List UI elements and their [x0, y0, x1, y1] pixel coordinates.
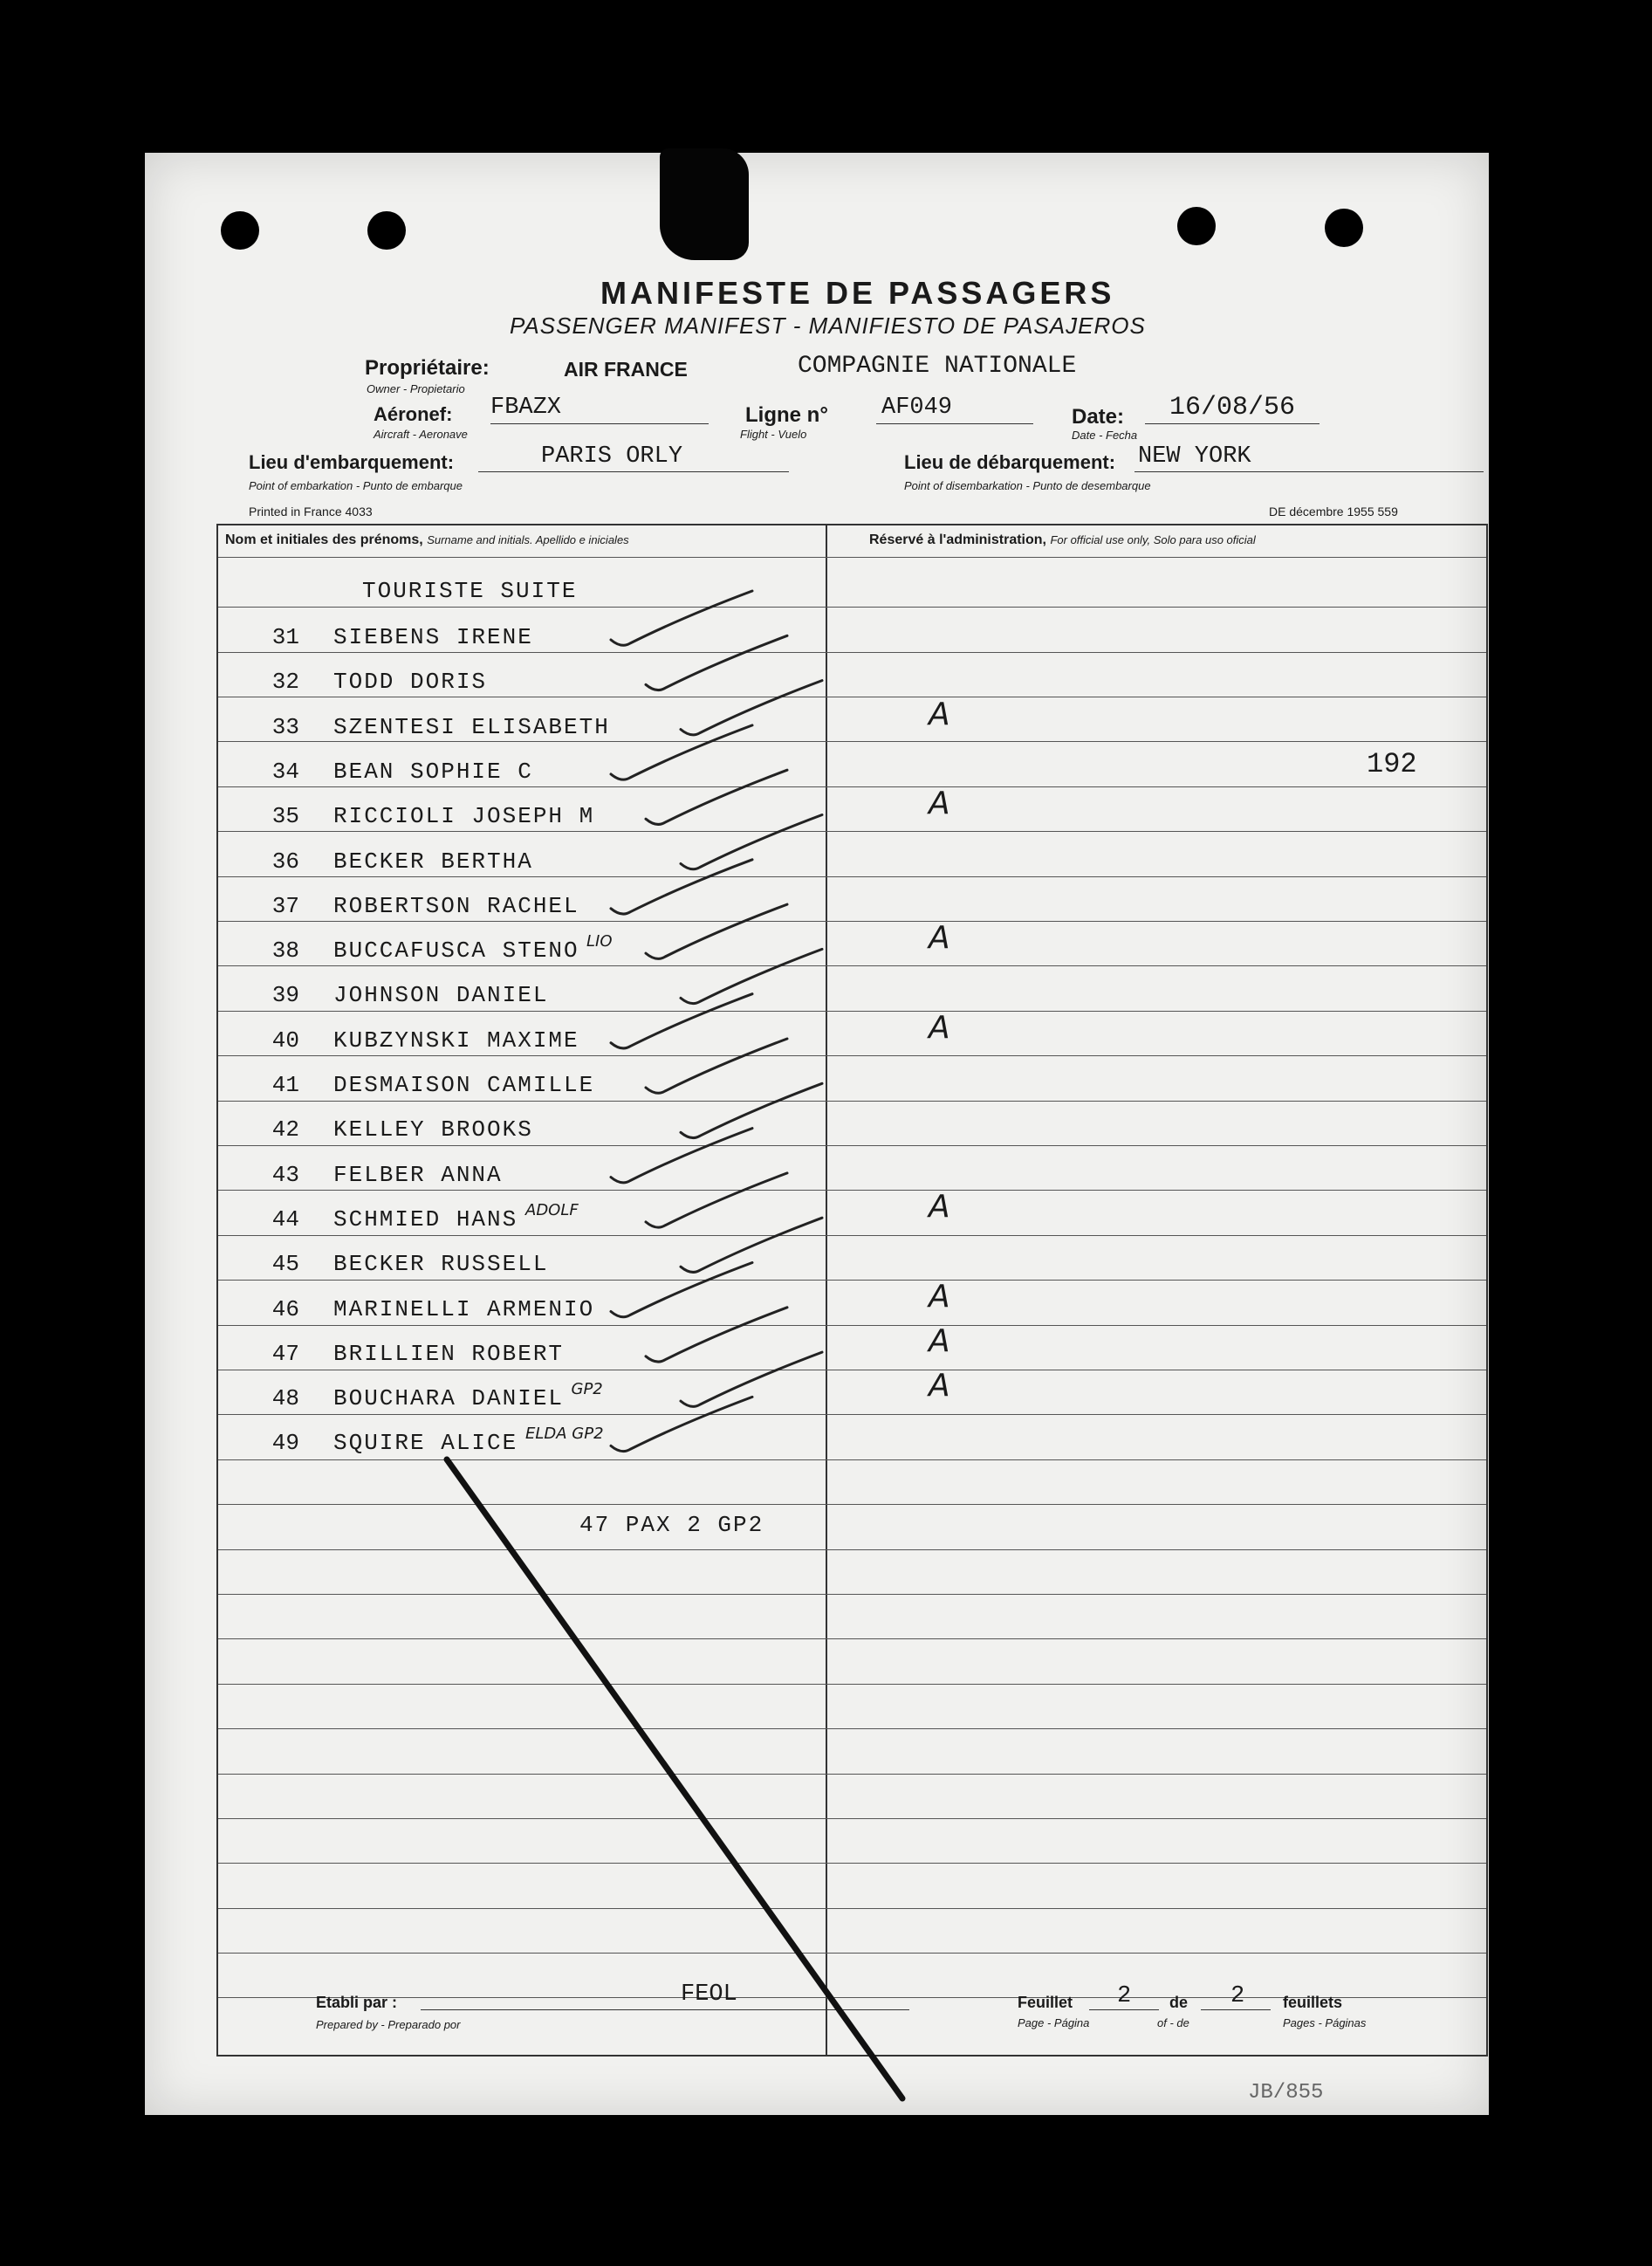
- check-mark: [646, 770, 787, 824]
- passenger-number: 33: [271, 713, 299, 740]
- sheet-value: 2: [1117, 1983, 1132, 2009]
- column-header-name-italic: Surname and initials. Apellido e iniciales: [427, 533, 629, 546]
- prepared-value: FEOL: [681, 1981, 737, 2008]
- embark-sublabel: Point of embarkation - Punto de embarque: [249, 479, 463, 492]
- check-mark: [611, 860, 752, 914]
- prepared-label: Etabli par :: [316, 1994, 398, 2011]
- admin-mark: A: [929, 1188, 950, 1225]
- aircraft-sublabel: Aircraft - Aeronave: [374, 428, 468, 441]
- disembark-label: Lieu de débarquement:: [904, 451, 1116, 473]
- sheet-sublabel: Page - Página: [1018, 2016, 1090, 2029]
- passenger-name: SZENTESI ELISABETH: [333, 713, 610, 740]
- passenger-number: 34: [271, 758, 299, 785]
- owner-sublabel: Owner - Propietario: [367, 382, 465, 395]
- passenger-name: SIEBENS IRENE: [333, 624, 533, 650]
- check-mark: [646, 1039, 787, 1093]
- check-mark: [611, 725, 752, 779]
- sheets-label: feuillets: [1283, 1994, 1343, 2011]
- passenger-name: MARINELLI ARMENIO: [333, 1295, 595, 1322]
- column-header-admin-main: Réservé à l'administration,: [869, 532, 1046, 547]
- passenger-annotation: ELDA GP2: [525, 1425, 604, 1444]
- passenger-annotation: ADOLF: [525, 1200, 579, 1219]
- printed-note-right: DE décembre 1955 559: [1269, 505, 1398, 518]
- of-label: de: [1169, 1994, 1189, 2011]
- cancel-strike-line: [447, 1459, 902, 2098]
- passenger-name: FELBER ANNA: [333, 1161, 503, 1188]
- passenger-number: 37: [271, 892, 299, 919]
- check-mark: [646, 1308, 787, 1362]
- passenger-annotation: LIO: [586, 932, 613, 951]
- of-sublabel: of - de: [1157, 2016, 1189, 2029]
- disembark-sublabel: Point of disembarkation - Punto de desembarque: [904, 479, 1151, 492]
- column-header-name-main: Nom et initiales des prénoms,: [225, 532, 423, 547]
- check-mark: [646, 1173, 787, 1227]
- passenger-name: KELLEY BROOKS: [333, 1116, 533, 1143]
- passenger-name: SCHMIED HANS: [333, 1205, 518, 1233]
- passenger-number: 38: [271, 937, 299, 965]
- check-mark: [611, 1397, 752, 1451]
- sheet-label: Feuillet: [1018, 1994, 1073, 2011]
- bottom-code: JB/855: [1248, 2081, 1324, 2105]
- embark-value: PARIS ORLY: [541, 443, 683, 470]
- passenger-number: 32: [271, 669, 299, 696]
- passenger-number: 46: [271, 1295, 299, 1322]
- flight-label: Ligne n°: [745, 403, 828, 427]
- passenger-name: TODD DORIS: [333, 669, 488, 696]
- owner-label: Propriétaire:: [365, 356, 490, 380]
- owner-value: AIR FRANCE: [564, 358, 688, 381]
- admin-mark: A: [929, 1278, 950, 1315]
- admin-mark: A: [929, 1368, 950, 1404]
- passenger-total: 47 PAX 2 GP2: [579, 1512, 764, 1538]
- admin-mark: A: [929, 786, 950, 822]
- check-mark: [611, 1129, 752, 1183]
- date-label: Date:: [1072, 405, 1125, 429]
- passenger-name: BUCCAFUSCA STENO: [333, 937, 579, 965]
- passenger-name: DESMAISON CAMILLE: [333, 1072, 595, 1098]
- page-title: MANIFESTE DE PASSAGERS: [600, 275, 1115, 311]
- admin-mark: A: [929, 696, 950, 732]
- section-title: TOURISTE SUITE: [362, 578, 578, 604]
- passenger-number: 42: [271, 1116, 299, 1143]
- date-value: 16/08/56: [1169, 393, 1296, 422]
- passenger-number: 44: [271, 1205, 299, 1233]
- of-value: 2: [1230, 1983, 1245, 2009]
- side-number: 192: [1367, 748, 1417, 780]
- embark-label: Lieu d'embarquement:: [249, 451, 455, 473]
- admin-mark: A: [929, 1009, 950, 1046]
- passenger-name: SQUIRE ALICE: [333, 1430, 518, 1457]
- flight-sublabel: Flight - Vuelo: [740, 428, 807, 441]
- passenger-number: 45: [271, 1251, 299, 1278]
- passenger-name: RICCIOLI JOSEPH M: [333, 803, 595, 830]
- passenger-number: 40: [271, 1027, 299, 1054]
- check-mark: [646, 635, 787, 690]
- prepared-sublabel: Prepared by - Preparado por: [316, 2018, 461, 2031]
- printed-note: Printed in France 4033: [249, 505, 373, 518]
- passenger-number: 31: [271, 624, 299, 650]
- passenger-name: BOUCHARA DANIEL: [333, 1385, 565, 1412]
- passenger-name: BRILLIEN ROBERT: [333, 1340, 565, 1367]
- passenger-name: BEAN SOPHIE C: [333, 758, 533, 785]
- passenger-number: 41: [271, 1072, 299, 1098]
- company-name: COMPAGNIE NATIONALE: [798, 353, 1077, 380]
- admin-mark: A: [929, 920, 950, 957]
- passenger-number: 39: [271, 982, 299, 1009]
- check-mark: [646, 904, 787, 958]
- check-mark: [611, 994, 752, 1048]
- column-header-admin-italic: For official use only, Solo para uso oficial: [1050, 533, 1256, 546]
- flight-value: AF049: [881, 395, 953, 421]
- aircraft-label: Aéronef:: [374, 403, 453, 425]
- page-subtitle: PASSENGER MANIFEST - MANIFIESTO DE PASAJEROS: [510, 312, 1146, 339]
- disembark-value: NEW YORK: [1138, 443, 1251, 470]
- passenger-number: 47: [271, 1340, 299, 1367]
- passenger-number: 35: [271, 803, 299, 830]
- passenger-number: 48: [271, 1385, 299, 1412]
- check-mark: [611, 591, 752, 645]
- aircraft-value: FBAZX: [490, 395, 562, 421]
- passenger-name: KUBZYNSKI MAXIME: [333, 1027, 579, 1054]
- sheets-sublabel: Pages - Páginas: [1283, 2016, 1367, 2029]
- passenger-name: BECKER RUSSELL: [333, 1251, 549, 1278]
- passenger-annotation: GP2: [571, 1380, 603, 1399]
- passenger-name: BECKER BERTHA: [333, 848, 533, 875]
- passenger-number: 36: [271, 848, 299, 875]
- passenger-name: JOHNSON DANIEL: [333, 982, 549, 1009]
- admin-mark: A: [929, 1322, 950, 1359]
- passenger-name: ROBERTSON RACHEL: [333, 892, 579, 919]
- passenger-number: 43: [271, 1161, 299, 1188]
- date-sublabel: Date - Fecha: [1072, 429, 1138, 442]
- check-mark: [611, 1263, 752, 1317]
- passenger-number: 49: [271, 1430, 299, 1457]
